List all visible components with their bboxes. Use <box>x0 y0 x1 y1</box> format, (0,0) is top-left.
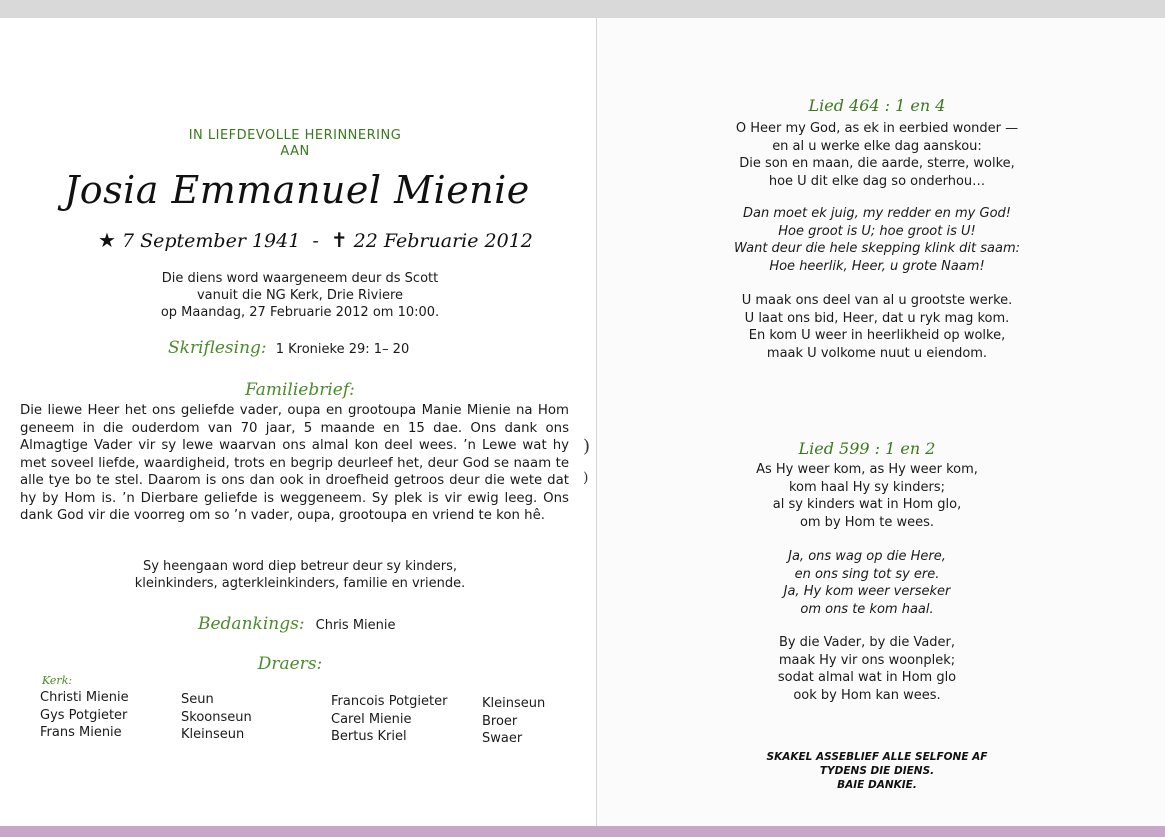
bearer-relation: Kleinseun <box>482 696 546 711</box>
service-details <box>120 270 480 321</box>
scan-background-top <box>0 0 1165 18</box>
bearer-relation: Broer <box>482 713 518 729</box>
verse-line: en al u werke elke dag aanskou: <box>772 138 982 154</box>
mourning-line: kleinkinders, agterkleinkinders, familie en vriende. <box>134 576 466 591</box>
verse-line: Die son en maan, die aarde, sterre, wolke, <box>739 156 1015 171</box>
scripture-label: Skriflesing: <box>168 338 267 358</box>
verse-line: U maak ons deel van al u grootste werke. <box>741 293 1013 308</box>
bearer-name: Christi Mienie <box>40 690 129 705</box>
song-2-chorus <box>667 548 1067 618</box>
verse-line: kom haal Hy sy kinders; <box>788 479 946 495</box>
phone-notice <box>717 750 1037 792</box>
verse-line: sodat almal wat in Hom glo <box>777 670 957 685</box>
song-1-verse-1 <box>677 120 1077 190</box>
birth-date: 7 September 1941 <box>121 230 301 252</box>
bearer-name: Carel Mienie <box>331 711 412 727</box>
bearer-name: Frans Mienie <box>40 725 122 740</box>
service-line: vanuit die NG Kerk, Drie Riviere <box>196 288 404 303</box>
song-2-title: Lied 599 : 1 en 2 <box>798 439 936 458</box>
verse-line: Dan moet ek juig, my redder en my God! <box>743 206 1011 221</box>
verse-line: U laat ons bid, Heer, dat u ryk mag kom. <box>744 310 1010 326</box>
verse-line: maak Hy vir ons woonplek; <box>778 652 956 668</box>
verse-line: Ja, Hy kom weer verseker <box>783 584 951 599</box>
bearer-name: Bertus Kriel <box>331 729 407 744</box>
song-1-title: Lied 464 : 1 en 4 <box>808 96 946 115</box>
song-2-verse-1 <box>667 461 1067 531</box>
thanks-value: Chris Mienie <box>315 618 396 633</box>
verse-line: maak U volkome nuut u eiendom. <box>766 345 988 361</box>
service-line: Die diens word waargeneem deur ds Scott <box>161 271 439 286</box>
cross-icon: ✝ <box>330 228 348 252</box>
dedication-line-2: AAN <box>280 144 310 159</box>
verse-line: al sy kinders wat in Hom glo, <box>772 497 962 512</box>
scripture-reading <box>168 338 409 358</box>
notice-line: BAIE DANKIE. <box>837 779 917 791</box>
kerk-label: Kerk: <box>42 674 73 687</box>
bearer-name: Francois Potgieter <box>331 694 448 709</box>
bearers-heading: Draers: <box>257 654 323 674</box>
bearer-relation: Swaer <box>482 731 523 746</box>
verse-line: En kom U weer in heerlikheid op wolke, <box>748 328 1006 343</box>
thanks-label: Bedankings: <box>198 614 305 634</box>
bearer-relation: Seun <box>181 692 214 707</box>
bearers-relations-column-1 <box>181 691 252 744</box>
verse-line: Want deur die hele skepping klink dit saam: <box>733 241 1021 256</box>
verse-line: om by Hom te wees. <box>799 514 935 530</box>
binding-mark: ) <box>583 470 589 486</box>
left-page <box>0 18 597 826</box>
bearers-names-column-2 <box>331 693 447 746</box>
verse-line: As Hy weer kom, as Hy weer kom, <box>756 462 978 477</box>
death-date: 22 Februarie 2012 <box>353 230 533 252</box>
verse-line: om ons te kom haal. <box>800 601 934 617</box>
family-letter: Die liewe Heer het ons geliefde vader, oupa en grootoupa Manie Mienie na Hom geneem in die ouderdom van 70 jaar, 5 maande en 15 dae. Ons dank ons Almagtige Vader vir sy lewe waarvan ons almal kon deel wees. ’n Lewe wat hy met soveel liefde, waardigheid, trots en begrip deurleef het, deur God se naam te alle tye bo te stel. Daarom is ons dan ook in droefheid getroos deur die wete dat hy by Hom is. ’n Dierbare geliefde is weggeneem. Sy plek is vir ewig leeg. Ons dank God vir die voorreg om so ’n vader, oupa, grootoupa en vriend te kon hê. <box>20 403 569 523</box>
deceased-name: Josia Emmanuel Mienie <box>64 168 530 212</box>
bearer-relation: Skoonseun <box>181 709 252 725</box>
mourning-text <box>80 558 520 592</box>
verse-line: en ons sing tot sy ere. <box>794 566 940 582</box>
bearer-relation: Kleinseun <box>181 727 245 742</box>
verse-line: By die Vader, by die Vader, <box>778 635 956 650</box>
song-1-verse-2 <box>677 292 1077 362</box>
binding-mark: ) <box>583 436 591 457</box>
scan-background-bottom <box>0 826 1165 837</box>
notice-line: TYDENS DIE DIENS. <box>819 765 935 777</box>
notice-line: SKAKEL ASSEBLIEF ALLE SELFONE AF <box>766 751 988 763</box>
date-separator: - <box>312 230 319 252</box>
right-page <box>597 18 1165 826</box>
thanks <box>198 614 396 634</box>
bearers-relations-column-2 <box>482 695 545 748</box>
service-line: op Maandag, 27 Februarie 2012 om 10:00. <box>160 305 440 320</box>
verse-line: ook by Hom kan wees. <box>793 687 941 703</box>
verse-line: Hoe heerlik, Heer, u grote Naam! <box>769 258 985 274</box>
verse-line: hoe U dit elke dag so onderhou… <box>768 173 986 189</box>
bearer-name: Gys Potgieter <box>40 707 128 723</box>
letter-heading: Familiebrief: <box>245 380 355 400</box>
song-1-chorus <box>677 205 1077 275</box>
song-2-verse-2 <box>667 634 1067 704</box>
verse-line: Hoe groot is U; hoe groot is U! <box>778 223 976 239</box>
star-icon: ★ <box>98 228 116 252</box>
verse-line: Ja, ons wag op die Here, <box>788 549 946 564</box>
dedication-line-1: IN LIEFDEVOLLE HERINNERING <box>188 128 402 143</box>
bearers-names-column-1 <box>40 689 129 742</box>
life-dates <box>98 228 533 252</box>
scripture-value: 1 Kronieke 29: 1– 20 <box>275 342 410 357</box>
mourning-line: Sy heengaan word diep betreur deur sy kinders, <box>142 559 457 574</box>
verse-line: O Heer my God, as ek in eerbied wonder — <box>735 121 1019 136</box>
